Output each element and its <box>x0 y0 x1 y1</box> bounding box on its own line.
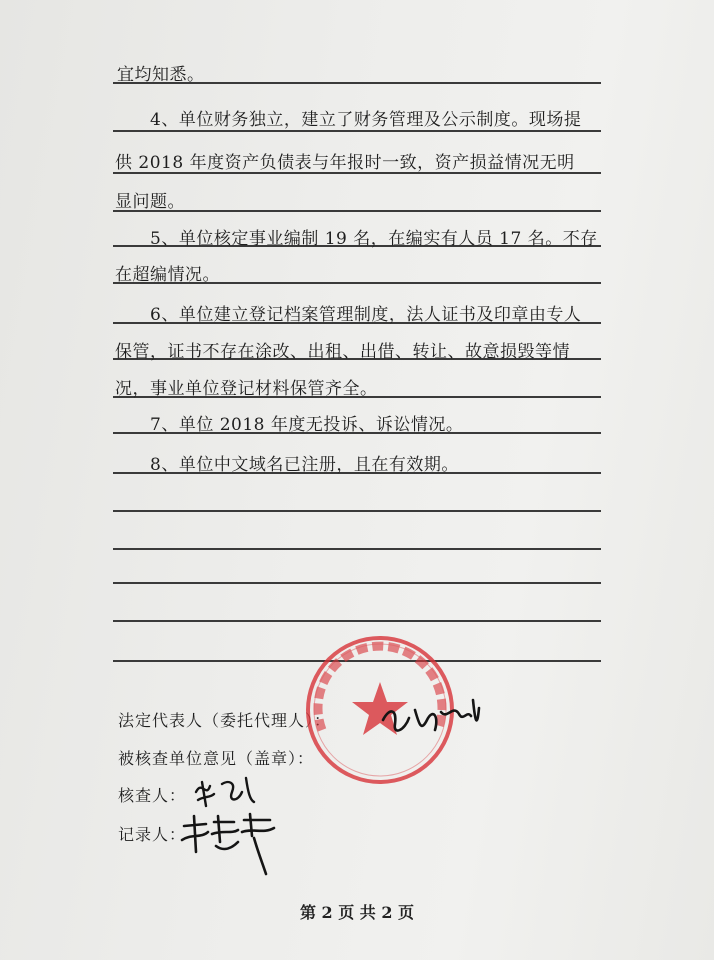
body-line: 况，事业单位登记材料保管齐全。 <box>115 379 378 399</box>
recorder-signature <box>178 812 288 882</box>
rule-line <box>113 510 601 512</box>
recorder-label: 记录人： <box>118 825 187 844</box>
body-line: 供 2018 年度资产负债表与年报时一致，资产损益情况无明 <box>115 153 575 173</box>
page-number-footer: 第 2 页 共 2 页 <box>299 903 415 922</box>
body-line: 在超编情况。 <box>115 265 220 285</box>
rule-line <box>113 620 601 622</box>
unit-opinion-label: 被核查单位意见（盖章）： <box>118 749 315 768</box>
body-line: 显问题。 <box>115 192 185 212</box>
body-line: 5、单位核定事业编制 19 名，在编实有人员 17 名。不存 <box>150 229 598 249</box>
body-line: 8、单位中文域名已注册，且在有效期。 <box>150 455 459 475</box>
legal-representative-label: 法定代表人（委托代理人）： <box>118 711 332 730</box>
inspector-signature <box>192 772 272 812</box>
rule-line <box>113 548 601 550</box>
body-line: 保管，证书不存在涂改、出租、出借、转让、故意损毁等情 <box>115 342 570 362</box>
legal-rep-signature <box>375 690 485 750</box>
inspector-label: 核查人： <box>118 786 187 805</box>
body-line: 4、单位财务独立，建立了财务管理及公示制度。现场提 <box>150 110 582 130</box>
rule-line <box>113 130 601 132</box>
body-line: 宜均知悉。 <box>117 65 205 85</box>
rule-line <box>113 582 601 584</box>
body-line: 7、单位 2018 年度无投诉、诉讼情况。 <box>150 415 464 435</box>
rule-line <box>113 210 601 212</box>
body-line: 6、单位建立登记档案管理制度，法人证书及印章由专人 <box>150 305 582 325</box>
